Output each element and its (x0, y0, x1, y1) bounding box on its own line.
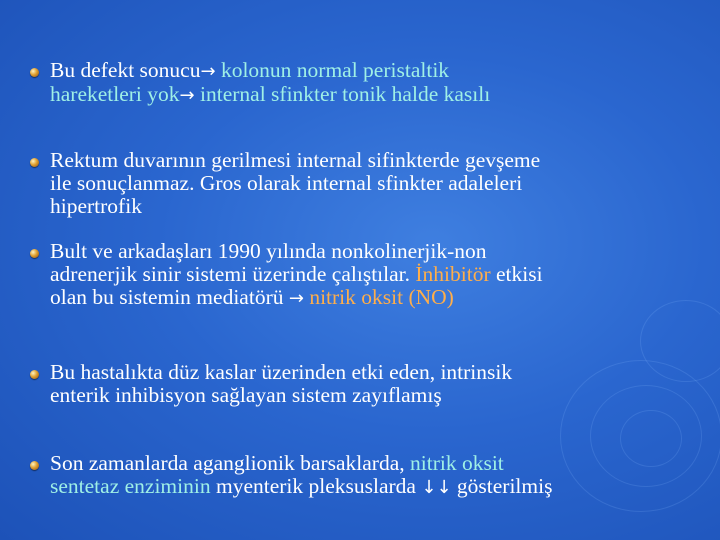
bullet-line (50, 172, 710, 195)
text-segment: nitrik oksit (NO) (303, 285, 454, 309)
text-segment: hipertrofik (50, 194, 142, 218)
bullet-line (50, 240, 710, 263)
bullet-line (50, 263, 710, 286)
text-segment: İnhibitör (415, 262, 491, 286)
text-segment: Son zamanlarda aganglionik barsaklarda, (50, 451, 410, 475)
bullet-icon (30, 68, 39, 77)
bullet-text (50, 240, 710, 310)
bullet-line (50, 59, 710, 83)
bullet-line (50, 384, 710, 407)
bullet-text (50, 452, 710, 499)
text-segment: Rektum duvarının gerilmesi internal sifinkterde gevşeme (50, 148, 541, 172)
bullet-text (50, 149, 710, 218)
bullet-line (50, 149, 710, 172)
text-segment: nitrik oksit (410, 451, 504, 475)
text-segment: Bu hastalıkta düz kaslar üzerinden etki eden, intrinsik (50, 360, 513, 384)
arrow-icon: → (200, 61, 216, 82)
text-segment: etkisi (490, 262, 543, 286)
bullet-line (50, 475, 710, 499)
bullet-line (50, 83, 710, 107)
text-segment: sentetaz enziminin (50, 474, 216, 498)
text-segment: internal sfinkter tonik halde kasılı (194, 82, 491, 106)
bullet-icon (30, 158, 39, 167)
text-segment: kolonun normal peristaltik (215, 58, 450, 82)
bullet-line (50, 361, 710, 384)
text-segment: ile sonuçlanmaz. Gros olarak internal sfinkter adaleleri (50, 171, 523, 195)
text-segment: gösterilmiş (451, 474, 553, 498)
arrow-icon: → (179, 85, 195, 106)
bullet-text (50, 59, 710, 107)
text-segment: adrenerjik sinir sistemi üzerinde çalıştılar. (50, 262, 416, 286)
bullet-icon (30, 461, 39, 470)
bullet-text (50, 361, 710, 407)
arrow-icon: ↓↓ (421, 477, 452, 498)
text-segment: enterik inhibisyon sağlayan sistem zayıflamış (50, 383, 442, 407)
text-segment: myenterik pleksuslarda (215, 474, 422, 498)
bullet-line (50, 286, 710, 310)
bullet-icon (30, 370, 39, 379)
text-segment: hareketleri yok (50, 82, 180, 106)
bullet-line (50, 452, 710, 475)
text-segment: Bult ve arkadaşları 1990 yılında nonkolinerjik-non (50, 239, 487, 263)
bullet-icon (30, 249, 39, 258)
text-segment: Bu defekt sonucu (50, 58, 201, 82)
arrow-icon: → (288, 288, 304, 309)
text-segment: olan bu sistemin mediatörü (50, 285, 289, 309)
bullet-line (50, 195, 710, 218)
